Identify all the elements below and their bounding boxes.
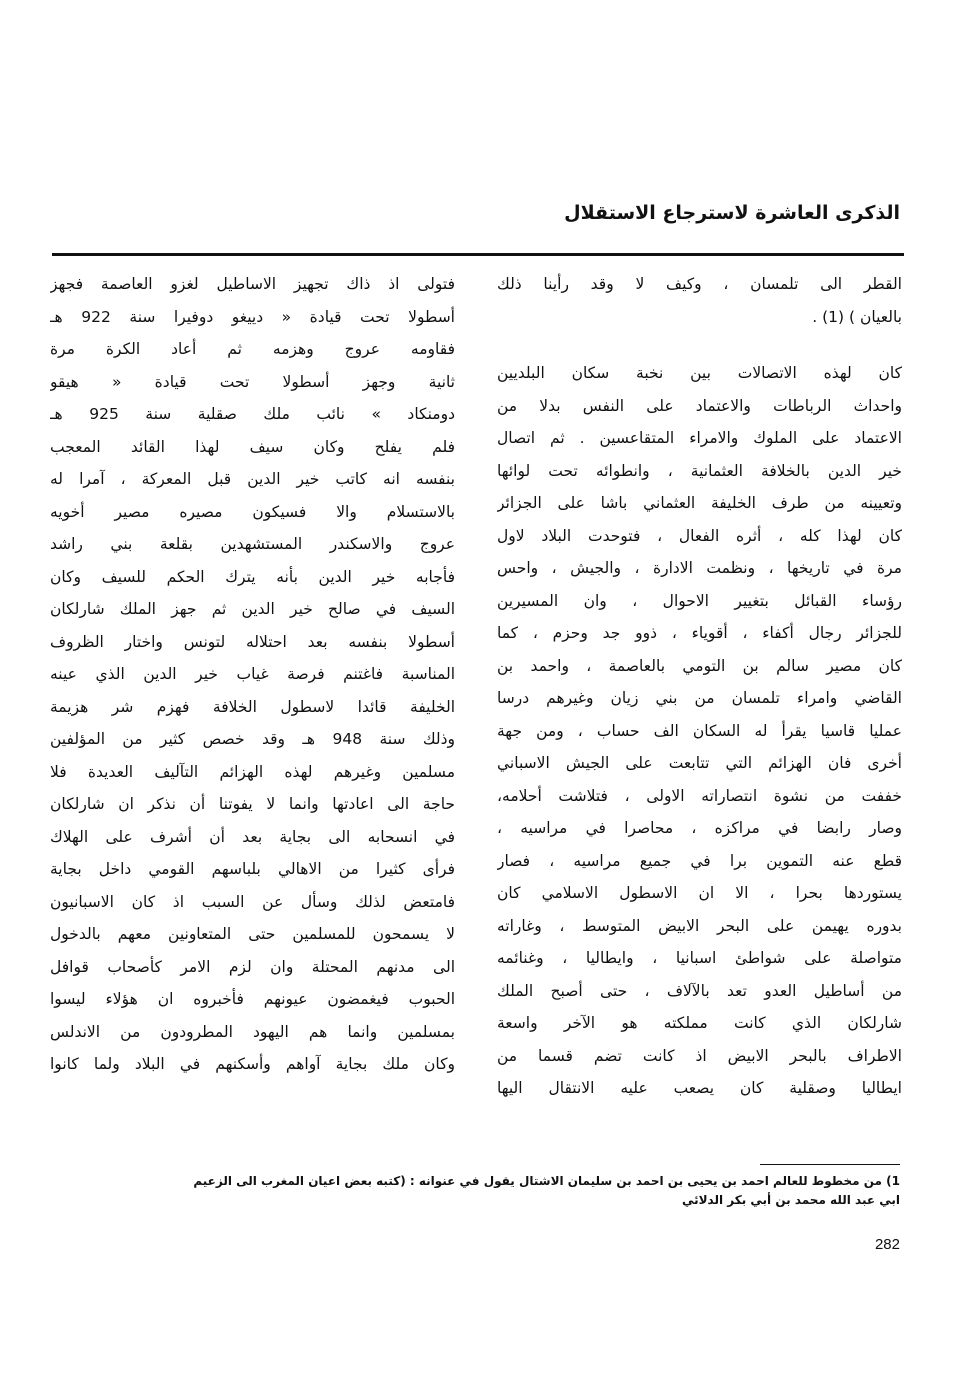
paragraph-gap [497, 333, 902, 357]
text-line: خففت من نشوة انتصاراته الاولى ، فتلاشت أحلامه، [497, 786, 902, 805]
text-line: كان لهذه الاتصالات بين نخبة سكان البلديين [497, 364, 902, 382]
footnote-rule [760, 1164, 900, 1165]
text-line: واحداث الرباطات والاعتماد على النفس بدلا من [497, 396, 902, 415]
text-line: خير الدين بالخلافة العثمانية ، وانطوائه تحت لوائها [497, 461, 902, 480]
text-line: للجزائر رجال أكفاء ، أقوياء ، ذوو جد وحزم ، كما [497, 624, 902, 642]
text-line: كان لهذا كله ، أثره الفعال ، فتوحدت البلاد لاول [497, 526, 902, 545]
text-line: ثانية وجهز أسطولا تحت قيادة « هيقو [50, 372, 455, 391]
text-line: فأجابه خير الدين بأنه يترك الحكم للسيف وكان [50, 567, 455, 586]
text-line: فلم يفلح وكان سيف لهذا القائد المعجب [50, 437, 455, 456]
text-line: عروج والاسكندر المستشهدين بقلعة بني راشد [50, 535, 455, 553]
text-line: وصار رابضا في مراكزه ، محاصرا في مراسيه ، [497, 819, 902, 837]
text-line: وكان ملك بجاية آواهم وأسكنهم في البلاد ولما كانوا [50, 1055, 455, 1073]
text-line: بالعيان ) (1) . [812, 307, 902, 326]
text-line: مرة في تاريخها ، ونظمت الادارة ، والجيش ، واحس [497, 559, 902, 577]
left-column [50, 268, 455, 1081]
footnote-line: ابي عبد الله محمد بن أبي بكر الدلائي [681, 1193, 900, 1207]
text-line: فرأى كثيرا من الاهالي بلباسهم القومي داخل بجاية [50, 860, 455, 878]
text-line: القاضي وامراء تلمسان من بني زيان وغيرهم درسا [497, 689, 902, 707]
text-line: ايطاليا وصقلية كان يصعب عليه الانتقال اليها [497, 1079, 902, 1097]
page-number: 282 [874, 1236, 900, 1253]
text-line: أسطولا تحت قيادة « دييغو دوفيرا سنة 922 هـ [50, 307, 455, 326]
text-line: دومنكاد » نائب ملك صقلية سنة 925 هـ [50, 405, 455, 423]
text-line: فامتعض لذلك وسأل عن السبب اذ كان الاسبانيون [50, 892, 455, 911]
text-line: رؤساء القبائل بتغيير الاحوال ، وان المسيرين [497, 591, 902, 610]
text-line: حاجة الى اعادتها وانما لا يفوتنا أن نذكر ان شارلكان [50, 795, 455, 813]
text-line: بنفسه انه كاتب خير الدين قبل المعركة ، آمرا له [50, 470, 455, 488]
text-line: فقاومه عروج وهزمه ثم أعاد الكرة مرة [50, 340, 455, 358]
text-line: وتعيينه من طرف الخليفة العثماني باشا على الجزائر [497, 494, 902, 512]
text-line: يستوردها بحرا ، الا ان الاسطول الاسلامي كان [497, 884, 902, 902]
text-line: من أساطيل العدو تعد بالآلاف ، حتى أصبح الملك [497, 981, 902, 1000]
text-line: الخليفة قائدا لاسطول الخلافة فهزم شر هزيمة [50, 697, 455, 716]
header-rule [52, 253, 904, 256]
text-line: الحبوب فيغمضون عيونهم فأخبروه ان هؤلاء ليسوا [50, 990, 455, 1008]
footnote-line: 1) من مخطوط للعالم احمد بن يحيى بن احمد بن سليمان الاشتال يقول في عنوانه : (كتبه بعض اعيان المغرب الى الزعيم [193, 1174, 900, 1188]
right-column [497, 268, 902, 1105]
footnote [55, 1172, 900, 1210]
running-header: الذكرى العاشرة لاسترجاع الاستقلال [564, 202, 900, 224]
text-line: بمسلمين وانما هم اليهود المطرودون من الاندلس [50, 1022, 455, 1041]
text-line: أسطولا بنفسه بعد احتلاله لتونس واختار الظروف [50, 632, 455, 651]
text-line: الاعتماد على الملوك والامراء المتقاعسين . ثم اتصال [497, 429, 902, 447]
text-line: الى مدنهم المحتلة وان لزم الامر كأصحاب قوافل [50, 957, 455, 976]
text-line: بالاستسلام والا فسيكون مصيره مصير أخويه [50, 502, 455, 521]
text-line: القطر الى تلمسان ، وكيف لا وقد رأينا ذلك [497, 275, 902, 293]
text-line: مسلمين وغيرهم لهذه الهزائم التآليف العديدة فلا [50, 762, 455, 781]
text-line: في انسحابه الى بجاية بعد أن أشرف على الهلاك [50, 827, 455, 846]
text-line: قطع عنه التموين برا في جميع مراسيه ، فصار [497, 851, 902, 870]
text-line: عمليا قاسيا يقرأ له السكان الف حساب ، ومن جهة [497, 721, 902, 740]
text-line: وذلك سنة 948 هـ وقد خصص كثير من المؤلفين [50, 730, 455, 748]
text-line: متواصلة على شواطئ اسبانيا ، وايطاليا ، وغنائمه [497, 949, 902, 967]
text-line: أخرى فان الهزائم التي تتابعت على الجيش الاسباني [497, 754, 902, 772]
text-line: فتولى اذ ذاك تجهيز الاساطيل لغزو العاصمة فجهز [50, 275, 455, 293]
text-line: الاطراف بالبحر الابيض اذ كانت تضم قسما من [497, 1046, 902, 1065]
text-line: بدوره يهيمن على البحر الابيض المتوسط ، وغاراته [497, 916, 902, 935]
text-line: لا يسمحون للمسلمين حتى المتعاونين معهم بالدخول [50, 925, 455, 943]
text-line: السيف في صالح خير الدين ثم جهز الملك شارلكان [50, 600, 455, 618]
text-line: شارلكان الذي كانت مملكته هو الآخر واسعة [497, 1014, 902, 1032]
text-line: كان مصير سالم بن التومي بالعاصمة ، واحمد بن [497, 656, 902, 675]
text-line: المناسبة فاغتنم فرصة غياب خير الدين الذي عينه [50, 665, 455, 683]
